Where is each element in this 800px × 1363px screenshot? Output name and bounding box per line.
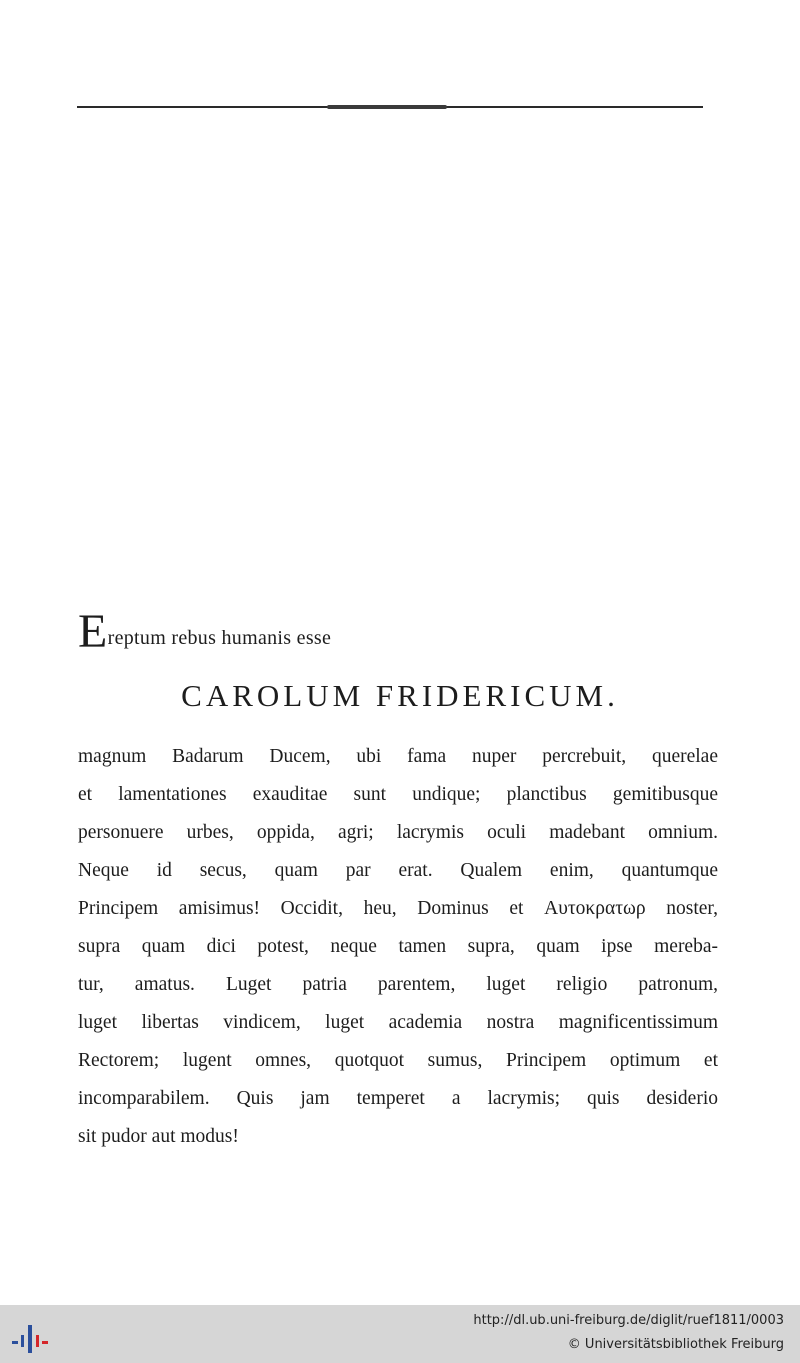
ub-freiburg-logo-icon[interactable] [10,1315,50,1355]
text-line: incomparabilem. Quis jam temperet a lacrymis; quis desiderio [78,1088,718,1109]
opening-line [78,605,332,658]
page-heading: CAROLUM FRIDERICUM. [181,678,619,713]
opening-text: reptum rebus humanis esse [107,627,332,649]
text-line: magnum Badarum Ducem, ubi fama nuper percrebuit, querelae [78,746,718,767]
text-line: Neque id secus, quam par erat. Qualem enim, quantumque [78,860,718,881]
text-line: et lamentationes exauditae sunt undique; planctibus gemitibusque [78,784,718,805]
body-text [78,738,718,1156]
permalink-url[interactable]: http://dl.ub.uni-freiburg.de/diglit/ruef1811/0003 [473,1313,784,1328]
viewer-footer [0,1305,800,1363]
text-line: sit pudor aut modus! [78,1126,239,1147]
text-line: supra quam dici potest, neque tamen supra, quam ipse mereba- [78,936,718,957]
copyright-text: © Universitätsbibliothek Freiburg [567,1337,784,1352]
text-line: personuere urbes, oppida, agri; lacrymis oculi madebant omnium. [78,822,718,843]
drop-initial: E [78,605,108,658]
top-rule [77,106,703,108]
text-line: tur, amatus. Luget patria parentem, luget religio patronum, [78,974,718,995]
text-line: Principem amisimus! Occidit, heu, Dominus et Αυτοκρατωρ noster, [78,898,718,919]
text-line: luget libertas vindicem, luget academia nostra magnificentissimum [78,1012,718,1033]
text-line: Rectorem; lugent omnes, quotquot sumus, Principem optimum et [78,1050,718,1071]
